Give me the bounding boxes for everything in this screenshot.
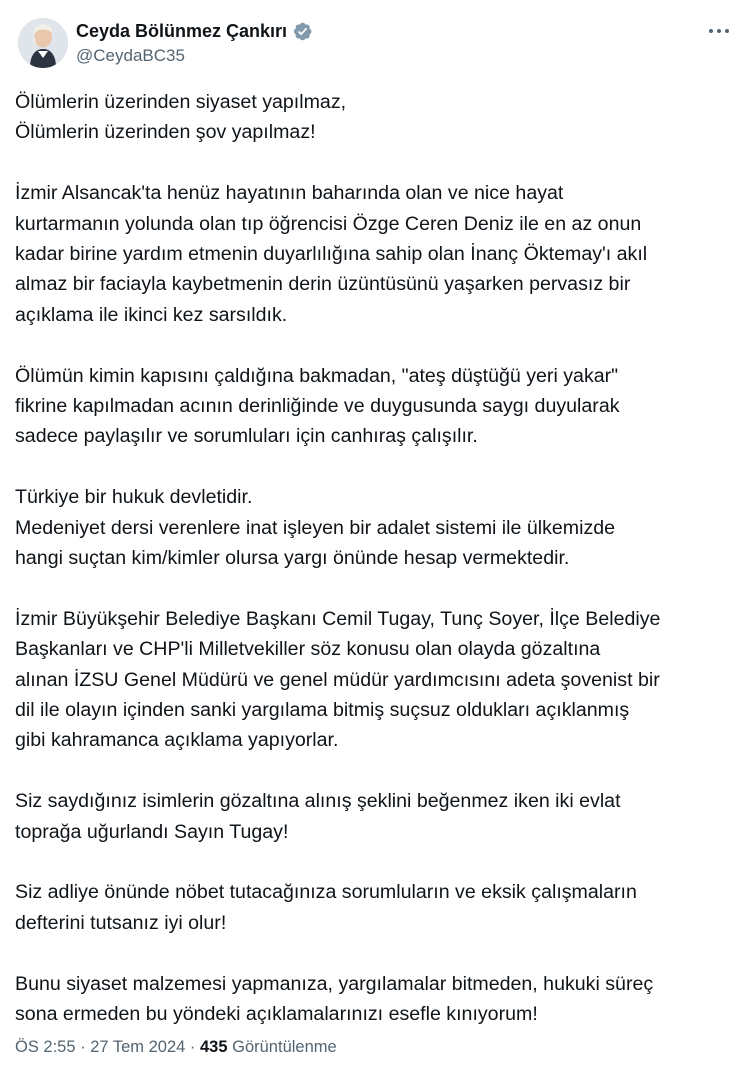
- tweet-text-line: defterini tutsanız iyi olur!: [15, 911, 227, 934]
- tweet-time[interactable]: ÖS 2:55: [15, 1038, 76, 1056]
- tweet-paragraph: [15, 604, 737, 756]
- views-label: Görüntülenme: [232, 1038, 337, 1056]
- tweet-text-line: hangi suçtan kim/kimler olursa yargı önünde hesap vermektedir.: [15, 547, 570, 570]
- verified-badge-icon: [292, 21, 313, 42]
- handle[interactable]: @CeydaBC35: [76, 46, 185, 65]
- tweet-paragraph: [15, 877, 737, 938]
- tweet-text-line: Ölümlerin üzerinden siyaset yapılmaz,: [15, 91, 347, 113]
- tweet-text-line: kadar birine yardım etmenin duyarlılığına sahip olan İnanç Öktemay'ı akıl: [15, 243, 648, 266]
- more-horizontal-icon: [707, 28, 731, 34]
- tweet-text-line: alınan İZSU Genel Müdürü ve genel müdür yardımcısını adeta şovenist bir: [15, 668, 660, 691]
- tweet-paragraph: [15, 786, 737, 847]
- tweet-text-line: Bunu siyaset malzemesi yapmanıza, yargılamalar bitmeden, hukuki süreç: [15, 972, 654, 995]
- tweet-meta: [15, 1038, 337, 1057]
- display-name[interactable]: Ceyda Bölünmez Çankırı: [76, 20, 288, 41]
- tweet-paragraph: [15, 361, 737, 452]
- tweet-text-line: Ölümlerin üzerinden şov yapılmaz!: [15, 121, 316, 144]
- tweet-text-line: Siz saydığınız isimlerin gözaltına alınış şeklini beğenmez iken iki evlat: [15, 790, 621, 813]
- author-names: [76, 19, 313, 66]
- tweet-text-line: almaz bir faciayla kaybetmenin derin üzüntüsünü yaşarken pervasız bir: [15, 273, 631, 296]
- more-options-button[interactable]: [705, 21, 733, 41]
- display-name-row: [76, 19, 313, 43]
- tweet-text-line: toprağa uğurlandı Sayın Tugay!: [15, 820, 289, 843]
- meta-separator: ·: [75, 1038, 91, 1056]
- meta-separator: ·: [185, 1038, 200, 1056]
- avatar[interactable]: [18, 18, 68, 68]
- avatar-image: [18, 18, 68, 68]
- tweet-date[interactable]: 27 Tem 2024: [90, 1038, 186, 1056]
- tweet-text-line: dil ile olayın içinden sanki yargılama bitmiş suçsuz oldukları açıklanmış: [15, 699, 630, 722]
- tweet-text: [15, 87, 737, 1029]
- tweet-text-line: Siz adliye önünde nöbet tutacağınıza sorumluların ve eksik çalışmaların: [15, 881, 637, 904]
- tweet-header: [15, 15, 735, 71]
- tweet-text-line: Ölümün kimin kapısını çaldığına bakmadan, "ateş düştüğü yeri yakar": [15, 364, 619, 387]
- tweet-text-line: Başkanları ve CHP'li Milletvekiller söz konusu olan olayda gözaltına: [15, 638, 601, 661]
- tweet-text-line: sona ermeden bu yöndeki açıklamalarınızı esefle kınıyorum!: [15, 1003, 538, 1026]
- tweet-text-line: Medeniyet dersi verenlere inat işleyen bir adalet sistemi ile ülkemizde: [15, 516, 616, 539]
- tweet-text-line: Türkiye bir hukuk devletidir.: [15, 486, 253, 509]
- tweet-paragraph: [15, 969, 737, 1030]
- tweet-paragraph: [15, 482, 737, 573]
- tweet-text-line: İzmir Alsancak'ta henüz hayatının baharında olan ve nice hayat: [15, 182, 564, 205]
- tweet-text-line: İzmir Büyükşehir Belediye Başkanı Cemil Tugay, Tunç Soyer, İlçe Belediye: [15, 607, 661, 630]
- tweet-text-line: kurtarmanın yolunda olan tıp öğrencisi Özge Ceren Deniz ile en az onun: [15, 212, 642, 235]
- views-count: 435: [200, 1038, 228, 1056]
- tweet-paragraph: [15, 178, 737, 330]
- tweet-text-line: sadece paylaşılır ve sorumluları için canhıraş çalışılır.: [15, 425, 478, 448]
- tweet-text-line: açıklama ile ikinci kez sarsıldık.: [15, 303, 288, 326]
- tweet-text-line: gibi kahramanca açıklama yapıyorlar.: [15, 729, 339, 752]
- tweet-text-line: fikrine kapılmadan acının derinliğinde ve duygusunda saygı duyularak: [15, 395, 620, 418]
- tweet-paragraph: [15, 87, 737, 148]
